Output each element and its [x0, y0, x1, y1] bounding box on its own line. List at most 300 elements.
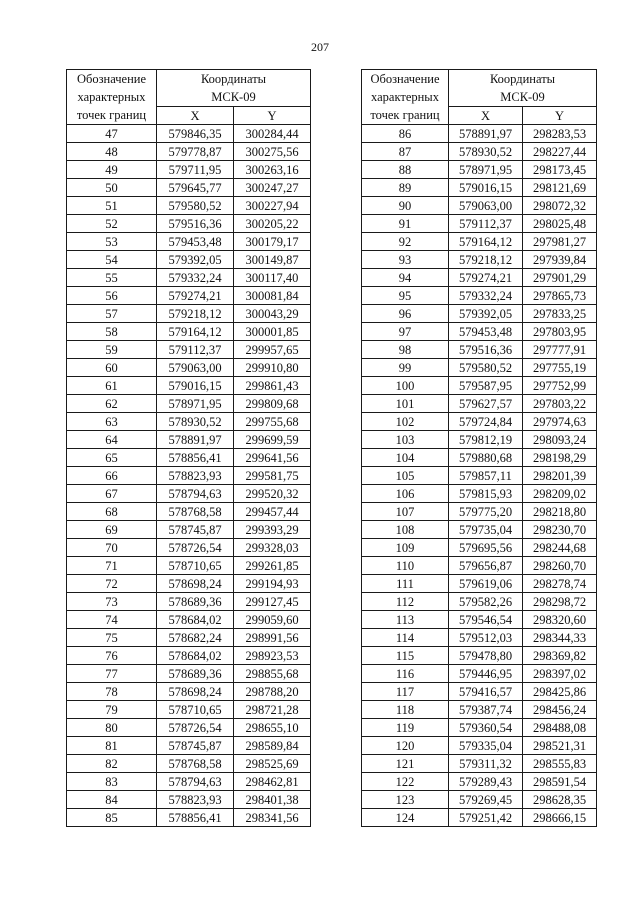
y-coordinate-cell: 298628,35 — [523, 791, 597, 809]
table-row — [67, 197, 311, 215]
y-coordinate-cell: 297865,73 — [523, 287, 597, 305]
point-number-cell: 91 — [362, 215, 449, 233]
table-row — [67, 287, 311, 305]
point-number-cell: 53 — [67, 233, 157, 251]
point-number-cell: 99 — [362, 359, 449, 377]
table-row — [67, 665, 311, 683]
y-coordinate-cell: 297833,25 — [523, 305, 597, 323]
table-row — [362, 251, 597, 269]
table-row — [67, 521, 311, 539]
x-coordinate-cell: 579775,20 — [449, 503, 523, 521]
x-coordinate-cell: 578856,41 — [157, 809, 234, 827]
point-number-cell: 62 — [67, 395, 157, 413]
x-coordinate-cell: 579112,37 — [449, 215, 523, 233]
point-number-cell: 105 — [362, 467, 449, 485]
x-coordinate-cell: 579857,11 — [449, 467, 523, 485]
y-coordinate-cell: 298666,15 — [523, 809, 597, 827]
coordinates-header: Координаты МСК-09 — [449, 70, 597, 107]
y-coordinate-cell: 297803,95 — [523, 323, 597, 341]
y-coordinate-cell: 298923,53 — [234, 647, 311, 665]
y-coordinate-cell: 298525,69 — [234, 755, 311, 773]
y-coordinate-cell: 300081,84 — [234, 287, 311, 305]
table-row — [362, 359, 597, 377]
point-number-cell: 72 — [67, 575, 157, 593]
table-row — [67, 593, 311, 611]
table-row — [362, 629, 597, 647]
x-coordinate-cell: 579516,36 — [449, 341, 523, 359]
x-coordinate-cell: 579416,57 — [449, 683, 523, 701]
y-coordinate-cell: 298721,28 — [234, 701, 311, 719]
y-coordinate-cell: 298401,38 — [234, 791, 311, 809]
point-number-cell: 82 — [67, 755, 157, 773]
y-coordinate-cell: 298298,72 — [523, 593, 597, 611]
x-coordinate-cell: 579815,93 — [449, 485, 523, 503]
table-row — [362, 161, 597, 179]
y-coordinate-cell: 299520,32 — [234, 485, 311, 503]
y-coordinate-cell: 298260,70 — [523, 557, 597, 575]
y-coordinate-cell: 298855,68 — [234, 665, 311, 683]
x-coordinate-cell: 578856,41 — [157, 449, 234, 467]
y-coordinate-cell: 298025,48 — [523, 215, 597, 233]
table-row — [362, 611, 597, 629]
table-row — [67, 809, 311, 827]
table-row — [362, 323, 597, 341]
x-coordinate-cell: 578891,97 — [157, 431, 234, 449]
x-coordinate-cell: 579724,84 — [449, 413, 523, 431]
x-coordinate-cell: 579311,32 — [449, 755, 523, 773]
table-row — [67, 611, 311, 629]
y-coordinate-cell: 300284,44 — [234, 125, 311, 143]
x-coordinate-cell: 578698,24 — [157, 683, 234, 701]
y-coordinate-cell: 300179,17 — [234, 233, 311, 251]
table-row — [362, 593, 597, 611]
table-row — [67, 791, 311, 809]
y-coordinate-cell: 298320,60 — [523, 611, 597, 629]
x-coordinate-cell: 578930,52 — [157, 413, 234, 431]
x-coordinate-cell: 578794,63 — [157, 485, 234, 503]
table-row — [67, 503, 311, 521]
x-coordinate-cell: 578682,24 — [157, 629, 234, 647]
x-coordinate-cell: 578726,54 — [157, 539, 234, 557]
point-number-cell: 108 — [362, 521, 449, 539]
y-coordinate-cell: 299641,56 — [234, 449, 311, 467]
point-number-cell: 75 — [67, 629, 157, 647]
x-coordinate-cell: 579446,95 — [449, 665, 523, 683]
table-row — [67, 683, 311, 701]
point-number-cell: 54 — [67, 251, 157, 269]
y-coordinate-cell: 297901,29 — [523, 269, 597, 287]
point-number-cell: 52 — [67, 215, 157, 233]
point-number-cell: 55 — [67, 269, 157, 287]
table-row — [67, 179, 311, 197]
point-number-cell: 95 — [362, 287, 449, 305]
table-row — [362, 809, 597, 827]
x-coordinate-cell: 579063,00 — [449, 197, 523, 215]
y-coordinate-cell: 298278,74 — [523, 575, 597, 593]
y-coordinate-cell: 300247,27 — [234, 179, 311, 197]
table-row — [362, 395, 597, 413]
point-number-cell: 63 — [67, 413, 157, 431]
table-row — [67, 359, 311, 377]
y-coordinate-cell: 298462,81 — [234, 773, 311, 791]
x-coordinate-cell: 578684,02 — [157, 647, 234, 665]
x-column-header: X — [449, 107, 523, 125]
table-row — [362, 575, 597, 593]
y-coordinate-cell: 299809,68 — [234, 395, 311, 413]
y-coordinate-cell: 300117,40 — [234, 269, 311, 287]
x-coordinate-cell: 579218,12 — [449, 251, 523, 269]
point-number-cell: 51 — [67, 197, 157, 215]
point-designation-header: Обозначение характерных точек границ — [67, 70, 157, 125]
x-coordinate-cell: 579274,21 — [449, 269, 523, 287]
table-row — [362, 413, 597, 431]
left-table-body — [67, 125, 311, 827]
x-coordinate-cell: 579695,56 — [449, 539, 523, 557]
y-coordinate-cell: 298072,32 — [523, 197, 597, 215]
table-row — [362, 503, 597, 521]
y-coordinate-cell: 298121,69 — [523, 179, 597, 197]
x-coordinate-cell: 579164,12 — [157, 323, 234, 341]
coordinates-table-right — [361, 69, 597, 827]
table-row — [362, 467, 597, 485]
x-coordinate-cell: 578971,95 — [449, 161, 523, 179]
table-row — [362, 791, 597, 809]
page-number: 207 — [311, 40, 329, 54]
x-coordinate-cell: 579516,36 — [157, 215, 234, 233]
y-coordinate-cell: 299194,93 — [234, 575, 311, 593]
y-coordinate-cell: 297755,19 — [523, 359, 597, 377]
x-coordinate-cell: 579387,74 — [449, 701, 523, 719]
y-coordinate-cell: 297939,84 — [523, 251, 597, 269]
y-coordinate-cell: 298591,54 — [523, 773, 597, 791]
table-row — [67, 413, 311, 431]
y-coordinate-cell: 299699,59 — [234, 431, 311, 449]
x-coordinate-cell: 579582,26 — [449, 593, 523, 611]
point-number-cell: 114 — [362, 629, 449, 647]
x-coordinate-cell: 579289,43 — [449, 773, 523, 791]
point-number-cell: 113 — [362, 611, 449, 629]
x-coordinate-cell: 578726,54 — [157, 719, 234, 737]
x-coordinate-cell: 579274,21 — [157, 287, 234, 305]
y-coordinate-cell: 298201,39 — [523, 467, 597, 485]
point-number-cell: 97 — [362, 323, 449, 341]
point-number-cell: 100 — [362, 377, 449, 395]
y-coordinate-cell: 300205,22 — [234, 215, 311, 233]
y-coordinate-cell: 297803,22 — [523, 395, 597, 413]
point-number-cell: 123 — [362, 791, 449, 809]
x-coordinate-cell: 578768,58 — [157, 755, 234, 773]
table-row — [67, 323, 311, 341]
table-row — [362, 305, 597, 323]
point-number-cell: 106 — [362, 485, 449, 503]
y-coordinate-cell: 300149,87 — [234, 251, 311, 269]
point-number-cell: 116 — [362, 665, 449, 683]
y-coordinate-cell: 300043,29 — [234, 305, 311, 323]
point-number-cell: 78 — [67, 683, 157, 701]
table-row — [362, 521, 597, 539]
x-coordinate-cell: 579335,04 — [449, 737, 523, 755]
x-coordinate-cell: 578684,02 — [157, 611, 234, 629]
point-number-cell: 88 — [362, 161, 449, 179]
point-number-cell: 74 — [67, 611, 157, 629]
table-row — [67, 233, 311, 251]
point-number-cell: 70 — [67, 539, 157, 557]
point-number-cell: 48 — [67, 143, 157, 161]
point-number-cell: 112 — [362, 593, 449, 611]
y-coordinate-cell: 298173,45 — [523, 161, 597, 179]
y-coordinate-cell: 298369,82 — [523, 647, 597, 665]
x-coordinate-cell: 579580,52 — [157, 197, 234, 215]
point-number-cell: 58 — [67, 323, 157, 341]
point-number-cell: 110 — [362, 557, 449, 575]
point-number-cell: 96 — [362, 305, 449, 323]
right-table-body — [362, 125, 597, 827]
point-number-cell: 89 — [362, 179, 449, 197]
coordinates-table-left — [66, 69, 311, 827]
x-coordinate-cell: 578768,58 — [157, 503, 234, 521]
y-coordinate-cell: 297981,27 — [523, 233, 597, 251]
point-number-cell: 56 — [67, 287, 157, 305]
table-row — [67, 341, 311, 359]
table-row — [67, 701, 311, 719]
table-row — [67, 431, 311, 449]
point-number-cell: 93 — [362, 251, 449, 269]
x-coordinate-cell: 578930,52 — [449, 143, 523, 161]
table-row — [67, 305, 311, 323]
table-row — [67, 467, 311, 485]
table-row — [67, 557, 311, 575]
point-number-cell: 50 — [67, 179, 157, 197]
table-row — [67, 755, 311, 773]
point-number-cell: 107 — [362, 503, 449, 521]
coordinates-header: Координаты МСК-09 — [157, 70, 311, 107]
table-row — [362, 215, 597, 233]
point-number-cell: 47 — [67, 125, 157, 143]
table-row — [67, 143, 311, 161]
x-coordinate-cell: 579711,95 — [157, 161, 234, 179]
x-coordinate-cell: 579269,45 — [449, 791, 523, 809]
y-coordinate-cell: 297974,63 — [523, 413, 597, 431]
table-row — [67, 773, 311, 791]
table-row — [362, 431, 597, 449]
point-number-cell: 80 — [67, 719, 157, 737]
point-number-cell: 65 — [67, 449, 157, 467]
point-number-cell: 111 — [362, 575, 449, 593]
table-row — [362, 197, 597, 215]
table-row — [362, 125, 597, 143]
y-coordinate-cell: 297752,99 — [523, 377, 597, 395]
table-row — [362, 539, 597, 557]
x-coordinate-cell: 579812,19 — [449, 431, 523, 449]
x-coordinate-cell: 578823,93 — [157, 467, 234, 485]
point-number-cell: 103 — [362, 431, 449, 449]
point-number-cell: 90 — [362, 197, 449, 215]
x-coordinate-cell: 579392,05 — [449, 305, 523, 323]
y-coordinate-cell: 298425,86 — [523, 683, 597, 701]
table-row — [67, 719, 311, 737]
table-row — [67, 575, 311, 593]
point-number-cell: 49 — [67, 161, 157, 179]
point-number-cell: 118 — [362, 701, 449, 719]
point-number-cell: 64 — [67, 431, 157, 449]
x-coordinate-cell: 578698,24 — [157, 575, 234, 593]
x-column-header: X — [157, 107, 234, 125]
table-row — [362, 179, 597, 197]
x-coordinate-cell: 579332,24 — [449, 287, 523, 305]
x-coordinate-cell: 578745,87 — [157, 521, 234, 539]
y-coordinate-cell: 298093,24 — [523, 431, 597, 449]
table-row — [362, 719, 597, 737]
table-row — [67, 629, 311, 647]
x-coordinate-cell: 578710,65 — [157, 557, 234, 575]
point-number-cell: 115 — [362, 647, 449, 665]
y-coordinate-cell: 298344,33 — [523, 629, 597, 647]
point-number-cell: 104 — [362, 449, 449, 467]
y-coordinate-cell: 298488,08 — [523, 719, 597, 737]
point-number-cell: 101 — [362, 395, 449, 413]
table-row — [67, 449, 311, 467]
y-coordinate-cell: 298230,70 — [523, 521, 597, 539]
x-coordinate-cell: 579332,24 — [157, 269, 234, 287]
x-coordinate-cell: 579112,37 — [157, 341, 234, 359]
x-coordinate-cell: 579063,00 — [157, 359, 234, 377]
y-coordinate-cell: 298227,44 — [523, 143, 597, 161]
table-row — [362, 683, 597, 701]
point-number-cell: 120 — [362, 737, 449, 755]
y-column-header: Y — [234, 107, 311, 125]
y-coordinate-cell: 298521,31 — [523, 737, 597, 755]
y-coordinate-cell: 298397,02 — [523, 665, 597, 683]
point-number-cell: 102 — [362, 413, 449, 431]
point-number-cell: 86 — [362, 125, 449, 143]
point-number-cell: 119 — [362, 719, 449, 737]
x-coordinate-cell: 579360,54 — [449, 719, 523, 737]
y-coordinate-cell: 298244,68 — [523, 539, 597, 557]
point-number-cell: 83 — [67, 773, 157, 791]
x-coordinate-cell: 579478,80 — [449, 647, 523, 665]
table-row — [362, 701, 597, 719]
y-coordinate-cell: 299581,75 — [234, 467, 311, 485]
x-coordinate-cell: 579546,54 — [449, 611, 523, 629]
table-row — [67, 215, 311, 233]
table-row — [362, 233, 597, 251]
x-coordinate-cell: 579164,12 — [449, 233, 523, 251]
point-number-cell: 73 — [67, 593, 157, 611]
y-coordinate-cell: 298283,53 — [523, 125, 597, 143]
point-designation-header: Обозначение характерных точек границ — [362, 70, 449, 125]
point-number-cell: 66 — [67, 467, 157, 485]
y-coordinate-cell: 300263,16 — [234, 161, 311, 179]
point-number-cell: 68 — [67, 503, 157, 521]
x-coordinate-cell: 579778,87 — [157, 143, 234, 161]
y-coordinate-cell: 297777,91 — [523, 341, 597, 359]
table-row — [67, 539, 311, 557]
y-coordinate-cell: 298198,29 — [523, 449, 597, 467]
x-coordinate-cell: 579619,06 — [449, 575, 523, 593]
x-coordinate-cell: 579880,68 — [449, 449, 523, 467]
table-row — [67, 395, 311, 413]
table-row — [362, 269, 597, 287]
x-coordinate-cell: 579392,05 — [157, 251, 234, 269]
point-number-cell: 69 — [67, 521, 157, 539]
x-coordinate-cell: 578689,36 — [157, 665, 234, 683]
point-number-cell: 121 — [362, 755, 449, 773]
y-column-header: Y — [523, 107, 597, 125]
point-number-cell: 122 — [362, 773, 449, 791]
point-number-cell: 92 — [362, 233, 449, 251]
x-coordinate-cell: 579016,15 — [449, 179, 523, 197]
table-row — [362, 485, 597, 503]
y-coordinate-cell: 298555,83 — [523, 755, 597, 773]
x-coordinate-cell: 579587,95 — [449, 377, 523, 395]
x-coordinate-cell: 578823,93 — [157, 791, 234, 809]
y-coordinate-cell: 299059,60 — [234, 611, 311, 629]
point-number-cell: 59 — [67, 341, 157, 359]
table-row — [67, 737, 311, 755]
table-row — [67, 269, 311, 287]
table-row — [362, 737, 597, 755]
x-coordinate-cell: 579016,15 — [157, 377, 234, 395]
x-coordinate-cell: 579735,04 — [449, 521, 523, 539]
x-coordinate-cell: 579251,42 — [449, 809, 523, 827]
y-coordinate-cell: 299127,45 — [234, 593, 311, 611]
table-row — [362, 341, 597, 359]
y-coordinate-cell: 300001,85 — [234, 323, 311, 341]
point-number-cell: 84 — [67, 791, 157, 809]
point-number-cell: 117 — [362, 683, 449, 701]
x-coordinate-cell: 579627,57 — [449, 395, 523, 413]
table-row — [362, 773, 597, 791]
y-coordinate-cell: 299457,44 — [234, 503, 311, 521]
y-coordinate-cell: 298209,02 — [523, 485, 597, 503]
x-coordinate-cell: 579453,48 — [157, 233, 234, 251]
point-number-cell: 94 — [362, 269, 449, 287]
point-number-cell: 60 — [67, 359, 157, 377]
point-number-cell: 124 — [362, 809, 449, 827]
point-number-cell: 61 — [67, 377, 157, 395]
x-coordinate-cell: 579846,35 — [157, 125, 234, 143]
point-number-cell: 71 — [67, 557, 157, 575]
x-coordinate-cell: 578971,95 — [157, 395, 234, 413]
y-coordinate-cell: 298788,20 — [234, 683, 311, 701]
x-coordinate-cell: 578745,87 — [157, 737, 234, 755]
y-coordinate-cell: 298456,24 — [523, 701, 597, 719]
y-coordinate-cell: 300275,56 — [234, 143, 311, 161]
y-coordinate-cell: 298991,56 — [234, 629, 311, 647]
y-coordinate-cell: 298655,10 — [234, 719, 311, 737]
x-coordinate-cell: 579580,52 — [449, 359, 523, 377]
x-coordinate-cell: 579656,87 — [449, 557, 523, 575]
y-coordinate-cell: 299328,03 — [234, 539, 311, 557]
x-coordinate-cell: 578794,63 — [157, 773, 234, 791]
table-row — [67, 485, 311, 503]
table-row — [362, 755, 597, 773]
table-row — [67, 377, 311, 395]
point-number-cell: 76 — [67, 647, 157, 665]
point-number-cell: 87 — [362, 143, 449, 161]
point-number-cell: 109 — [362, 539, 449, 557]
point-number-cell: 81 — [67, 737, 157, 755]
x-coordinate-cell: 579453,48 — [449, 323, 523, 341]
y-coordinate-cell: 299910,80 — [234, 359, 311, 377]
y-coordinate-cell: 299393,29 — [234, 521, 311, 539]
table-row — [67, 251, 311, 269]
point-number-cell: 77 — [67, 665, 157, 683]
table-row — [362, 557, 597, 575]
y-coordinate-cell: 299861,43 — [234, 377, 311, 395]
table-row — [67, 647, 311, 665]
y-coordinate-cell: 299261,85 — [234, 557, 311, 575]
